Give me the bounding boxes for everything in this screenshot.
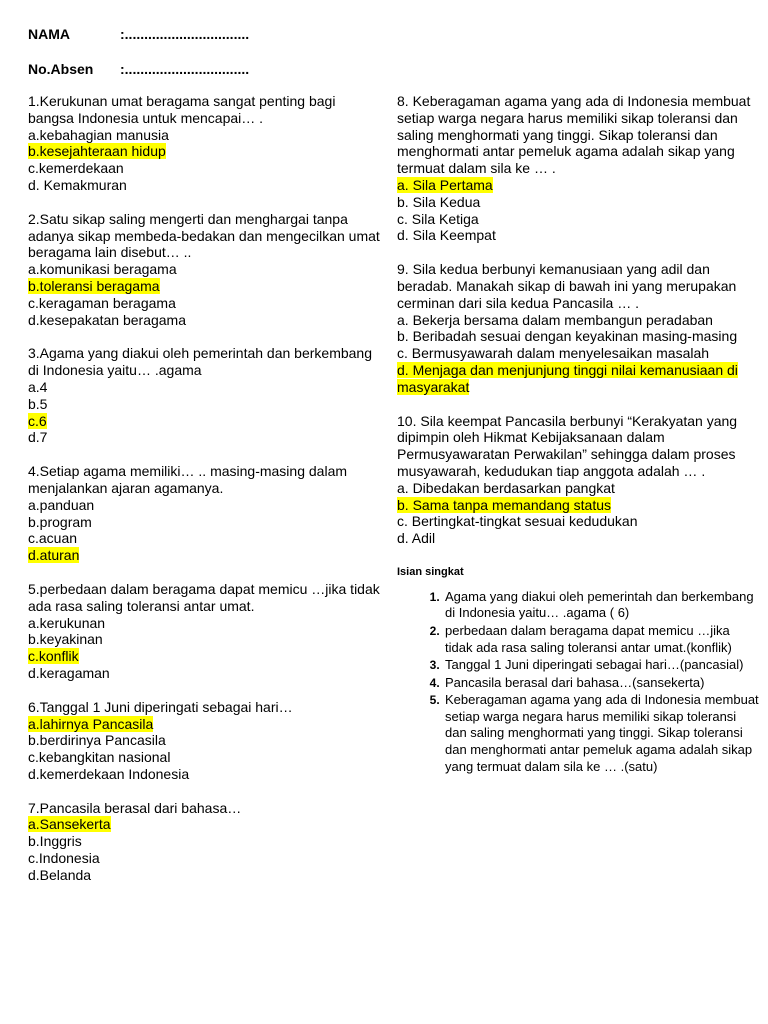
question-block [28, 581, 384, 682]
answer-option: a.panduan [28, 496, 95, 513]
option-row [397, 362, 759, 396]
absen-label: No.Absen [28, 61, 94, 77]
question-stem: 10. Sila keempat Pancasila berbunyi “Kerakyatan yang dipimpin oleh Hikmat Kebijaksanaan dalam Permusyawaratan Perwakilan” sehingga dalam proses musyawarah, kedudukan tiap anggota adalah … . [397, 412, 738, 479]
answer-option: a.kerukunan [28, 614, 106, 631]
option-row [28, 833, 384, 850]
answer-option: b.berdirinya Pancasila [28, 732, 166, 749]
question-block [28, 93, 384, 194]
answer-option: b.program [28, 513, 92, 530]
option-row [28, 631, 384, 648]
option-row [28, 261, 384, 278]
option-row [397, 480, 759, 497]
question-block [28, 800, 384, 884]
answer-option: a. Dibedakan berdasarkan pangkat [397, 479, 615, 496]
answer-option: d.kemerdekaan Indonesia [28, 765, 190, 782]
answer-option-highlighted: b. Sama tanpa memandang status [397, 496, 612, 513]
option-row [28, 396, 384, 413]
answer-option-highlighted: b.kesejahteraan hidup [28, 143, 166, 160]
left-question-column [28, 93, 384, 901]
answer-option-highlighted: a.Sansekerta [28, 816, 111, 833]
option-row [397, 345, 759, 362]
option-row [28, 413, 384, 430]
answer-option: c. Bertingkat-tingkat sesuai kedudukan [397, 513, 638, 530]
option-row [28, 816, 384, 833]
option-row [397, 194, 759, 211]
answer-option: d. Kemakmuran [28, 176, 127, 193]
answer-option: d.kesepakatan beragama [28, 311, 186, 328]
option-row [28, 665, 384, 682]
isian-item: 2. perbedaan dalam beragama dapat memicu …jika tidak ada rasa saling toleransi antar umat.(konflik) [443, 623, 759, 656]
answer-option-highlighted: d. Menjaga dan menjunjung tinggi nilai kemanusiaan di masyarakat [397, 361, 738, 395]
option-row [397, 177, 759, 194]
option-row [28, 278, 384, 295]
question-stem: 7.Pancasila berasal dari bahasa… [28, 799, 242, 816]
nama-field: :................................ [120, 26, 250, 42]
answer-option: a.komunikasi beragama [28, 261, 177, 278]
answer-option: d. Adil [397, 530, 436, 547]
option-row [28, 143, 384, 160]
answer-option: a. Bekerja bersama dalam membangun peradaban [397, 311, 713, 328]
option-row [28, 867, 384, 884]
question-block [28, 211, 384, 329]
answer-option: c.kebangkitan nasional [28, 749, 171, 766]
question-stem: 6.Tanggal 1 Juni diperingati sebagai hari… [28, 698, 293, 715]
option-row [28, 379, 384, 396]
answer-option: c.kemerdekaan [28, 160, 124, 177]
isian-list [397, 589, 759, 776]
answer-option: b. Beribadah sesuai dengan keyakinan masing-masing [397, 328, 738, 345]
answer-option: d.7 [28, 429, 48, 446]
question-stem: 2.Satu sikap saling mengerti dan menghargai tanpa adanya sikap membeda-bedakan dan mengecilkan umat beragama lain disebut… .. [28, 210, 380, 261]
option-row [28, 312, 384, 329]
question-stem: 4.Setiap agama memiliki… .. masing-masing dalam menjalankan ajaran agamanya. [28, 463, 348, 496]
absen-row [28, 61, 249, 77]
question-block [28, 699, 384, 783]
question-block [397, 93, 759, 244]
nama-row [28, 26, 249, 42]
option-row [28, 732, 384, 749]
answer-option-highlighted: c.konflik [28, 648, 79, 665]
option-row [397, 328, 759, 345]
absen-field: :................................ [120, 61, 250, 77]
option-row [28, 766, 384, 783]
option-row [397, 513, 759, 530]
isian-item: 4. Pancasila berasal dari bahasa…(sansekerta) [443, 675, 759, 692]
answer-option: c.keragaman beragama [28, 294, 176, 311]
answer-option: b. Sila Kedua [397, 193, 481, 210]
isian-item: 5. Keberagaman agama yang ada di Indonesia membuat setiap warga negara harus memiliki sikap toleransi dan saling menghormati yang tinggi. Sikap toleransi dan menghormati antar pemeluk agama adalah sikap yang termuat dalam sila ke … .(satu) [443, 692, 759, 775]
question-stem: 8. Keberagaman agama yang ada di Indonesia membuat setiap warga negara harus memiliki sikap toleransi dan saling menghormati yang tinggi. Sikap toleransi dan menghormati antar pemeluk agama adalah sikap yang termuat dalam sila ke … . [397, 93, 751, 177]
option-row [28, 850, 384, 867]
option-row [397, 312, 759, 329]
option-row [397, 497, 759, 514]
answer-option: b.keyakinan [28, 631, 103, 648]
question-stem: 9. Sila kedua berbunyi kemanusiaan yang adil dan beradab. Manakah sikap di bawah ini yang merupakan cerminan dari sila kedua Pancasila … . [397, 261, 737, 311]
option-row [28, 648, 384, 665]
answer-option-highlighted: b.toleransi beragama [28, 277, 160, 294]
option-row [28, 716, 384, 733]
option-row [28, 177, 384, 194]
option-row [397, 211, 759, 228]
answer-option: d.keragaman [28, 664, 110, 681]
answer-option: a.kebahagian manusia [28, 126, 169, 143]
answer-option: c.Indonesia [28, 850, 100, 867]
answer-option: b.Inggris [28, 833, 82, 850]
answer-option-highlighted: d.aturan [28, 547, 80, 564]
isian-title: Isian singkat [397, 565, 464, 578]
question-block [397, 261, 759, 395]
option-row [28, 514, 384, 531]
isian-item: 1. Agama yang diakui oleh pemerintah dan berkembang di Indonesia yaitu… .agama ( 6) [443, 589, 759, 622]
question-block [28, 345, 384, 446]
option-row [28, 530, 384, 547]
option-row [28, 127, 384, 144]
answer-option: b.5 [28, 395, 48, 412]
right-question-column [397, 93, 759, 776]
question-stem: 1.Kerukunan umat beragama sangat penting bagi bangsa Indonesia untuk mencapai… . [28, 93, 336, 126]
question-block [28, 463, 384, 564]
question-block [397, 413, 759, 547]
answer-option: c. Bermusyawarah dalam menyelesaikan masalah [397, 345, 710, 362]
option-row [28, 295, 384, 312]
option-row [28, 429, 384, 446]
option-row [397, 227, 759, 244]
nama-label: NAMA [28, 26, 70, 42]
option-row [28, 160, 384, 177]
answer-option-highlighted: c.6 [28, 412, 47, 429]
answer-option-highlighted: a.lahirnya Pancasila [28, 715, 154, 732]
answer-option: d. Sila Keempat [397, 227, 496, 244]
option-row [28, 497, 384, 514]
option-row [397, 530, 759, 547]
option-row [28, 615, 384, 632]
question-stem: 3.Agama yang diakui oleh pemerintah dan berkembang di Indonesia yaitu… .agama [28, 345, 373, 379]
answer-option-highlighted: a. Sila Pertama [397, 176, 493, 193]
option-row [28, 547, 384, 564]
answer-option: a.4 [28, 378, 48, 395]
isian-item: 3. Tanggal 1 Juni diperingati sebagai hari…(pancasial) [443, 657, 759, 674]
answer-option: c.acuan [28, 530, 78, 547]
answer-option: c. Sila Ketiga [397, 210, 479, 227]
answer-option: d.Belanda [28, 866, 92, 883]
question-stem: 5.perbedaan dalam beragama dapat memicu …jika tidak ada rasa saling toleransi antar umat. [28, 580, 380, 614]
option-row [28, 749, 384, 766]
